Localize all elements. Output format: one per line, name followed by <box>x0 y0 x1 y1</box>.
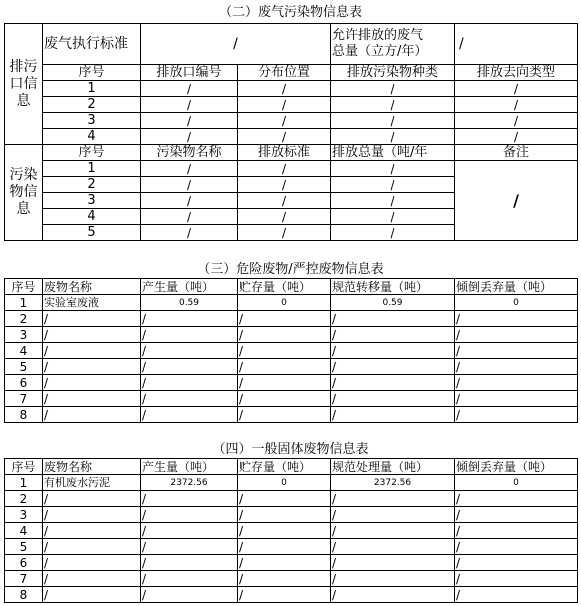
solid-row-stored: / <box>238 523 331 539</box>
hazardous-row <box>5 311 578 327</box>
hazardous-header-row <box>5 279 578 295</box>
hazardous-row-transferred: / <box>331 343 455 359</box>
pollutant-row-no: 4 <box>43 209 141 225</box>
solid-row-dumped: / <box>455 491 578 507</box>
hazardous-row-no: 6 <box>5 375 43 391</box>
solid-header-stored: 贮存量（吨） <box>238 459 331 475</box>
outlet-row-cell: / <box>141 129 238 145</box>
hazardous-row-stored: / <box>238 391 331 407</box>
solid-row <box>5 491 578 507</box>
pollutant-row-cell: / <box>331 161 455 177</box>
solid-row-name: / <box>43 571 141 587</box>
outlet-row-cell: / <box>141 113 238 129</box>
outlet-row-cell: / <box>141 97 238 113</box>
hazardous-row-produced: / <box>141 343 238 359</box>
solid-row-no: 4 <box>5 523 43 539</box>
outlet-row <box>5 97 578 113</box>
pollutant-row-cell: / <box>238 225 331 241</box>
hazardous-header-name: 废物名称 <box>43 279 141 295</box>
hazardous-row-stored: 0 <box>238 295 331 311</box>
outlet-header-row <box>5 65 578 81</box>
hazardous-row-no: 7 <box>5 391 43 407</box>
pollutant-info-side-label: 污染物信息 <box>5 145 43 241</box>
hazardous-row-name: / <box>43 407 141 423</box>
outlet-row-cell: / <box>331 97 455 113</box>
solid-row-no: 8 <box>5 587 43 603</box>
hazardous-header-dumped: 倾倒丢弃量（吨） <box>455 279 578 295</box>
pollutant-row-no: 5 <box>43 225 141 241</box>
solid-row-dumped: / <box>455 571 578 587</box>
solid-row-name: / <box>43 539 141 555</box>
allowed-exhaust-total-label-line1: 允许排放的废气 <box>332 28 424 43</box>
solid-header-no: 序号 <box>5 459 43 475</box>
outlet-row-cell: / <box>331 129 455 145</box>
pollutant-header-no: 序号 <box>43 145 141 161</box>
hazardous-row-stored: / <box>238 343 331 359</box>
hazardous-row-dumped: / <box>455 359 578 375</box>
allowed-exhaust-total-label-line2: 总量（立方/年） <box>332 44 428 59</box>
solid-row-produced: / <box>141 539 238 555</box>
solid-row-no: 7 <box>5 571 43 587</box>
solid-row <box>5 587 578 603</box>
hazardous-row-stored: / <box>238 359 331 375</box>
hazardous-header-transferred: 规范转移量（吨） <box>331 279 455 295</box>
outlet-row-no: 2 <box>43 97 141 113</box>
hazardous-row-no: 1 <box>5 295 43 311</box>
allowed-exhaust-total-label <box>331 24 455 65</box>
solid-row <box>5 507 578 523</box>
outlet-row-cell: / <box>455 129 578 145</box>
solid-row-treated: / <box>331 555 455 571</box>
pollutant-header-total: 排放总量（吨/年 <box>331 145 455 161</box>
solid-row-stored: / <box>238 571 331 587</box>
solid-waste-table <box>4 458 578 603</box>
outlet-row-cell: / <box>331 113 455 129</box>
solid-row-produced: / <box>141 523 238 539</box>
hazardous-row <box>5 359 578 375</box>
outlet-row-cell: / <box>238 97 331 113</box>
solid-row-treated: / <box>331 571 455 587</box>
hazardous-row-produced: / <box>141 311 238 327</box>
hazardous-row-name: / <box>43 391 141 407</box>
outlet-row-cell: / <box>141 81 238 97</box>
solid-header-treated: 规范处理量（吨） <box>331 459 455 475</box>
pollutant-row-cell: / <box>141 177 238 193</box>
solid-row-dumped: / <box>455 507 578 523</box>
outlet-row-cell: / <box>455 81 578 97</box>
hazardous-row-stored: / <box>238 407 331 423</box>
solid-row-name: / <box>43 587 141 603</box>
solid-row-name: 有机废水污泥 <box>43 475 141 491</box>
solid-row-dumped: 0 <box>455 475 578 491</box>
solid-row-dumped: / <box>455 587 578 603</box>
outlet-row-no: 1 <box>43 81 141 97</box>
hazardous-row-transferred: / <box>331 375 455 391</box>
pollutant-header-row <box>5 145 578 161</box>
pollutant-row-no: 3 <box>43 193 141 209</box>
solid-row-produced: / <box>141 587 238 603</box>
solid-row-produced: / <box>141 555 238 571</box>
pollutant-row-cell: / <box>141 193 238 209</box>
solid-row-no: 2 <box>5 491 43 507</box>
outlet-header-location: 分布位置 <box>238 65 331 81</box>
hazardous-row-no: 8 <box>5 407 43 423</box>
exhaust-standard-value: / <box>141 24 331 65</box>
exhaust-standard-label: 废气执行标准 <box>43 24 141 65</box>
solid-row-dumped: / <box>455 539 578 555</box>
pollutant-row-cell: / <box>238 193 331 209</box>
hazardous-row <box>5 407 578 423</box>
solid-row-name: / <box>43 555 141 571</box>
hazardous-row-produced: / <box>141 327 238 343</box>
solid-row-treated: / <box>331 507 455 523</box>
pollutant-row-cell: / <box>141 161 238 177</box>
solid-row-treated: / <box>331 523 455 539</box>
hazardous-row-no: 2 <box>5 311 43 327</box>
hazardous-row-name: / <box>43 359 141 375</box>
outlet-row-cell: / <box>238 81 331 97</box>
pollutant-row-cell: / <box>238 177 331 193</box>
outlet-row <box>5 113 578 129</box>
hazardous-row <box>5 391 578 407</box>
solid-row-no: 3 <box>5 507 43 523</box>
outlet-row-no: 3 <box>43 113 141 129</box>
hazardous-row-no: 3 <box>5 327 43 343</box>
hazardous-row <box>5 343 578 359</box>
hazardous-row-produced: / <box>141 407 238 423</box>
solid-row-stored: / <box>238 507 331 523</box>
hazardous-row-dumped: / <box>455 407 578 423</box>
pollutant-row-cell: / <box>331 225 455 241</box>
pollutant-header-standard: 排放标准 <box>238 145 331 161</box>
hazardous-header-produced: 产生量（吨） <box>141 279 238 295</box>
solid-row-name: / <box>43 523 141 539</box>
pollutant-row-cell: / <box>331 177 455 193</box>
hazardous-row-produced: / <box>141 375 238 391</box>
hazardous-row-no: 5 <box>5 359 43 375</box>
hazardous-header-no: 序号 <box>5 279 43 295</box>
outlet-row-cell: / <box>455 113 578 129</box>
outlet-header-pollutant-type: 排放污染物种类 <box>331 65 455 81</box>
solid-row-produced: / <box>141 507 238 523</box>
outlet-row <box>5 129 578 145</box>
hazardous-row-stored: / <box>238 311 331 327</box>
hazardous-row-stored: / <box>238 327 331 343</box>
hazardous-row-transferred: / <box>331 407 455 423</box>
solid-row-name: / <box>43 507 141 523</box>
hazardous-row <box>5 295 578 311</box>
hazardous-row-name: / <box>43 375 141 391</box>
outlet-row-cell: / <box>331 81 455 97</box>
solid-row-stored: / <box>238 587 331 603</box>
hazardous-table-title: （三）危险废物/严控废物信息表 <box>197 262 384 277</box>
outlet-header-outlet-id: 排放口编号 <box>141 65 238 81</box>
hazardous-waste-table <box>4 278 578 423</box>
hazardous-row-produced: 0.59 <box>141 295 238 311</box>
hazardous-row-transferred: 0.59 <box>331 295 455 311</box>
solid-row-treated: 2372.56 <box>331 475 455 491</box>
hazardous-row-name: / <box>43 327 141 343</box>
hazardous-row-dumped: / <box>455 343 578 359</box>
hazardous-row-transferred: / <box>331 327 455 343</box>
solid-row-stored: / <box>238 539 331 555</box>
pollutant-row-cell: / <box>331 193 455 209</box>
pollutant-row-cell: / <box>141 225 238 241</box>
hazardous-row-transferred: / <box>331 359 455 375</box>
solid-header-produced: 产生量（吨） <box>141 459 238 475</box>
solid-row-no: 6 <box>5 555 43 571</box>
outlet-row-cell: / <box>238 113 331 129</box>
hazardous-row-dumped: / <box>455 327 578 343</box>
solid-row-dumped: / <box>455 523 578 539</box>
outlet-row <box>5 81 578 97</box>
solid-row <box>5 571 578 587</box>
solid-row-no: 5 <box>5 539 43 555</box>
solid-row <box>5 475 578 491</box>
solid-row-produced: / <box>141 571 238 587</box>
pollutant-remark-value: / <box>455 161 578 241</box>
solid-header-name: 废物名称 <box>43 459 141 475</box>
hazardous-row-produced: / <box>141 391 238 407</box>
hazardous-row <box>5 375 578 391</box>
outlet-info-side-label: 排污口信息 <box>5 24 43 145</box>
outlet-row-no: 4 <box>43 129 141 145</box>
gas-table-title: （二）废气污染物信息表 <box>218 5 362 20</box>
allowed-exhaust-total-value: / <box>455 24 578 65</box>
solid-row <box>5 523 578 539</box>
pollutant-row-no: 2 <box>43 177 141 193</box>
solid-row-treated: / <box>331 491 455 507</box>
solid-row-name: / <box>43 491 141 507</box>
outlet-row-cell: / <box>455 97 578 113</box>
solid-row-produced: 2372.56 <box>141 475 238 491</box>
pollutant-row-cell: / <box>141 209 238 225</box>
hazardous-row-produced: / <box>141 359 238 375</box>
solid-row-stored: 0 <box>238 475 331 491</box>
hazardous-header-stored: 贮存量（吨） <box>238 279 331 295</box>
solid-table-title: （四）一般固体废物信息表 <box>212 442 369 457</box>
outlet-header-discharge-destination: 排放去向类型 <box>455 65 578 81</box>
solid-header-row <box>5 459 578 475</box>
pollutant-row-cell: / <box>331 209 455 225</box>
solid-row <box>5 555 578 571</box>
solid-header-dumped: 倾倒丢弃量（吨） <box>455 459 578 475</box>
outlet-row-cell: / <box>238 129 331 145</box>
outlet-header-no: 序号 <box>43 65 141 81</box>
solid-row-produced: / <box>141 491 238 507</box>
gas-pollutant-table <box>4 23 578 241</box>
hazardous-row-name: / <box>43 343 141 359</box>
hazardous-row-name: 实验室废液 <box>43 295 141 311</box>
solid-row-treated: / <box>331 587 455 603</box>
solid-row-no: 1 <box>5 475 43 491</box>
pollutant-header-remark: 备注 <box>455 145 578 161</box>
pollutant-row <box>5 161 578 177</box>
solid-row-dumped: / <box>455 555 578 571</box>
hazardous-row-stored: / <box>238 375 331 391</box>
pollutant-row-cell: / <box>238 209 331 225</box>
hazardous-row-name: / <box>43 311 141 327</box>
hazardous-row-dumped: / <box>455 311 578 327</box>
hazardous-row-dumped: / <box>455 375 578 391</box>
solid-row-stored: / <box>238 555 331 571</box>
hazardous-row-dumped: 0 <box>455 295 578 311</box>
hazardous-row-transferred: / <box>331 391 455 407</box>
solid-row <box>5 539 578 555</box>
hazardous-row-dumped: / <box>455 391 578 407</box>
hazardous-row-transferred: / <box>331 311 455 327</box>
hazardous-row <box>5 327 578 343</box>
pollutant-row-no: 1 <box>43 161 141 177</box>
solid-row-treated: / <box>331 539 455 555</box>
pollutant-row-cell: / <box>238 161 331 177</box>
solid-row-stored: / <box>238 491 331 507</box>
hazardous-row-no: 4 <box>5 343 43 359</box>
pollutant-header-name: 污染物名称 <box>141 145 238 161</box>
